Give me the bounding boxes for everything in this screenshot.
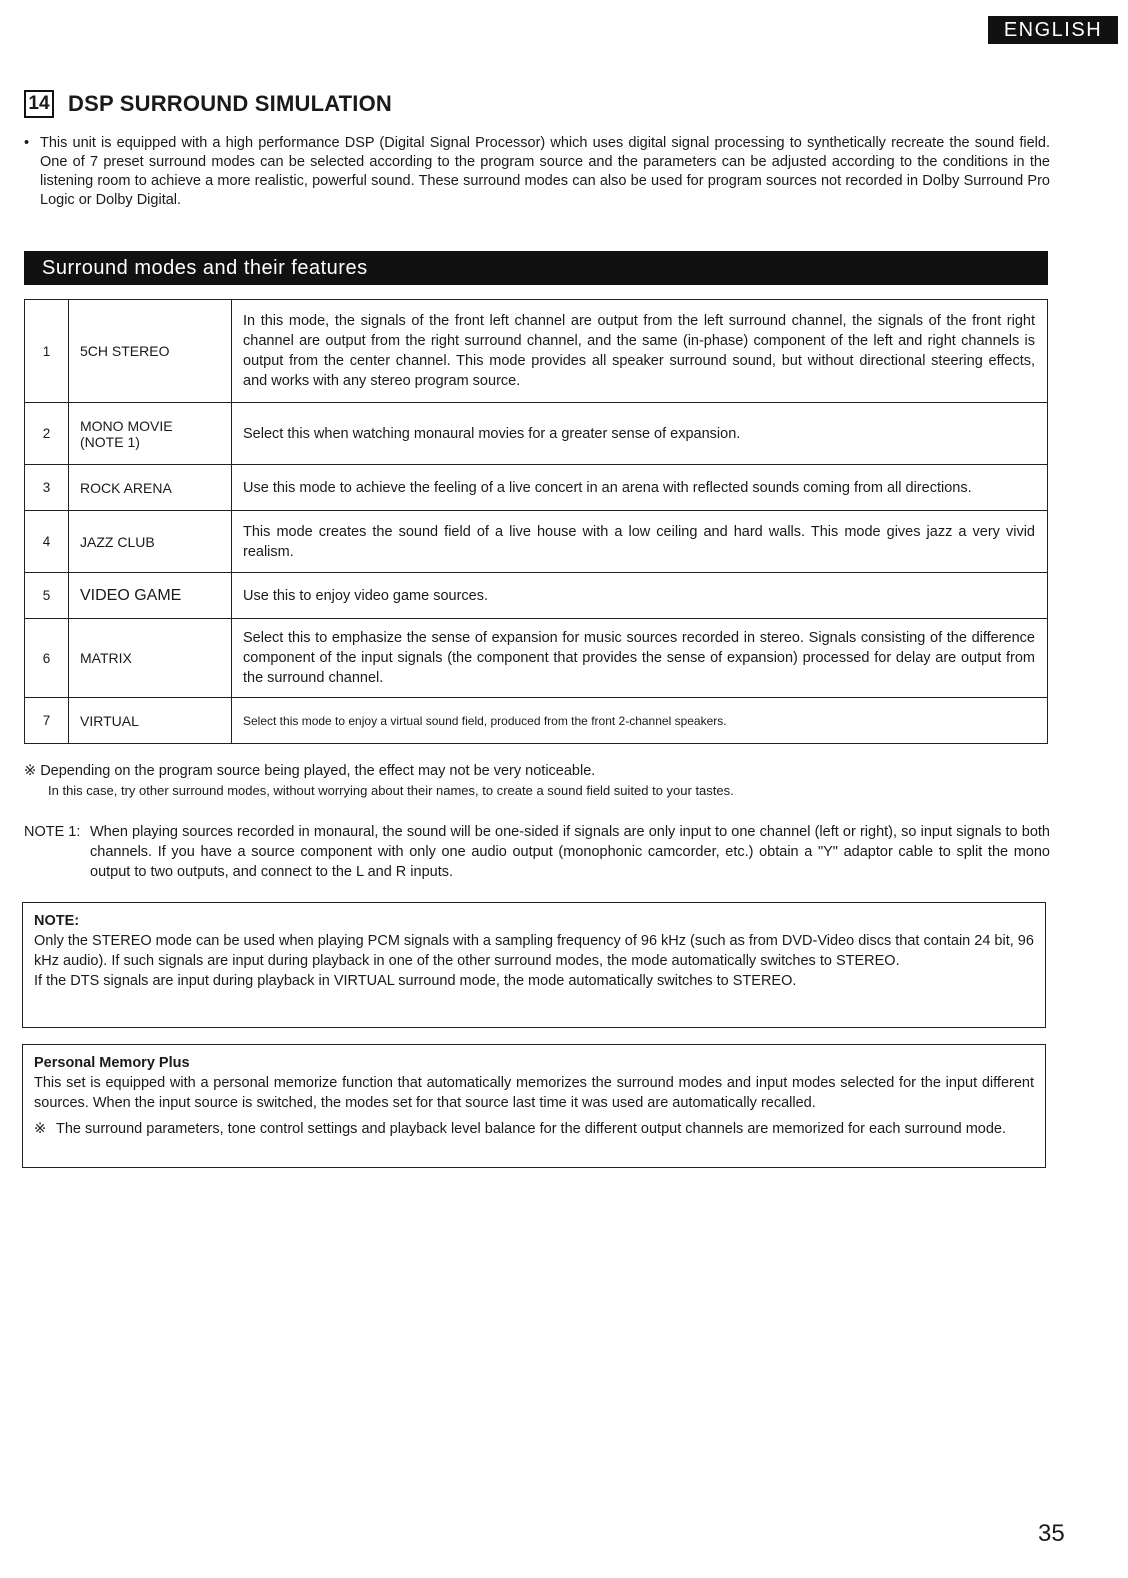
table-row: [25, 403, 1048, 465]
intro-text: This unit is equipped with a high performance DSP (Digital Signal Processor) which uses digital signal processing to synthetically recreate the sound field. One of 7 preset surround modes can be selected according to the program source and the parameters can be adjusted according to the conditions in the listening room to achieve a more realistic, powerful sound. These surround modes can also be used for program sources not recorded in Dolby Surround Pro Logic or Dolby Digital.: [40, 135, 1050, 208]
mode-name-note: (NOTE 1): [80, 433, 140, 450]
mode-name-cell: [69, 573, 232, 619]
personal-memory-box: [22, 1044, 1046, 1168]
mode-description: In this mode, the signals of the front left channel are output from the left surround channel, the signals of the front right channel are output from the right surround channel, and the same (in-phase) component of the left and right channels is output from the center channel. This mode provides all speaker surround sound, but without directional steering effects, and works with any stereo program source.: [232, 300, 1048, 403]
mode-name: JAZZ CLUB: [80, 533, 155, 550]
personal-memory-para2: The surround parameters, tone control settings and playback level balance for the different output channels are memorized for each surround mode.: [56, 1121, 1007, 1137]
mode-description: Select this mode to enjoy a virtual sound field, produced from the front 2-channel speakers.: [232, 698, 1048, 744]
mode-description: Use this mode to achieve the feeling of a live concert in an arena with reflected sounds coming from all directions.: [232, 465, 1048, 511]
mode-name-cell: [69, 698, 232, 744]
mode-number: 6: [25, 619, 69, 698]
footnote: [24, 762, 1054, 800]
mode-number: 2: [25, 403, 69, 465]
mode-description: Select this when watching monaural movies for a greater sense of expansion.: [232, 403, 1048, 465]
personal-memory-heading: Personal Memory Plus: [34, 1055, 190, 1071]
mode-name-cell: [69, 511, 232, 573]
language-tab: ENGLISH: [988, 16, 1118, 44]
mode-name: VIDEO GAME: [80, 586, 182, 604]
bullet-icon: •: [24, 135, 30, 151]
footnote-line2: In this case, try other surround modes, without worrying about their names, to create a sound field suited to your tastes.: [48, 783, 734, 798]
mode-description: Use this to enjoy video game sources.: [232, 573, 1048, 619]
footnote-line1: [24, 762, 1054, 781]
footnote-text: Depending on the program source being played, the effect may not be very noticeable.: [40, 763, 596, 779]
table-row: [25, 698, 1048, 744]
note-box-para1: Only the STEREO mode can be used when playing PCM signals with a sampling frequency of 96 kHz (such as from DVD-Video discs that contain 24 bit, 96 kHz audio). If such signals are input during playback in one of the other surround modes, the mode automatically switches to STEREO.: [34, 933, 1034, 969]
note-box-heading: NOTE:: [34, 913, 80, 929]
note-1-label: NOTE 1:: [24, 824, 81, 840]
section-header: [24, 90, 392, 118]
mode-description: Select this to emphasize the sense of expansion for music sources recorded in stereo. Signals consisting of the difference component of the input signals (the component that provides the sense of expansion) processed for delay are output from the surround channel.: [232, 619, 1048, 698]
note-box: [22, 902, 1046, 1028]
table-row: [25, 619, 1048, 698]
section-title: DSP SURROUND SIMULATION: [68, 91, 393, 116]
mode-number: 7: [25, 698, 69, 744]
page-number: 35: [1038, 1520, 1065, 1547]
mode-number: 3: [25, 465, 69, 511]
mode-name-cell: [69, 403, 232, 465]
mode-name: MONO MOVIE: [80, 417, 173, 434]
mode-name-cell: [69, 300, 232, 403]
table-title: Surround modes and their features: [24, 251, 1048, 285]
mode-name: VIRTUAL: [80, 712, 139, 729]
note-box-para2: If the DTS signals are input during playback in VIRTUAL surround mode, the mode automatically switches to STEREO.: [34, 973, 797, 989]
table-row: [25, 465, 1048, 511]
mode-name: ROCK ARENA: [80, 479, 172, 496]
intro-paragraph: [24, 134, 1050, 210]
mode-name: 5CH STEREO: [80, 343, 170, 359]
personal-memory-para1: This set is equipped with a personal memorize function that automatically memorizes the surround modes and input modes selected for the input different sources. When the input source is switched, the modes set for that source last time it was used are automatically recalled.: [34, 1075, 1034, 1111]
mode-name-cell: [69, 465, 232, 511]
table-row: [25, 573, 1048, 619]
table-row: [25, 300, 1048, 403]
mode-description: This mode creates the sound field of a live house with a low ceiling and hard walls. This mode gives jazz a very vivid realism.: [232, 511, 1048, 573]
reference-mark-icon: ※: [34, 1121, 47, 1137]
reference-mark-icon: ※: [24, 763, 37, 779]
note-1-text: When playing sources recorded in monaural, the sound will be one-sided if signals are only input to one channel (left or right), so input signals to both channels. If you have a source component with only one audio output (monophonic camcorder, etc.) obtain a "Y" adaptor cable to split the mono output to two outputs, and connect to the L and R inputs.: [90, 824, 1050, 880]
table-row: [25, 511, 1048, 573]
mode-number: 1: [25, 300, 69, 403]
mode-name: MATRIX: [80, 650, 132, 666]
note-1: [24, 822, 1050, 882]
personal-memory-note: [34, 1119, 1034, 1139]
mode-number: 4: [25, 511, 69, 573]
mode-name-cell: [69, 619, 232, 698]
section-number: 14: [24, 90, 54, 118]
mode-number: 5: [25, 573, 69, 619]
surround-modes-table: [24, 299, 1048, 744]
